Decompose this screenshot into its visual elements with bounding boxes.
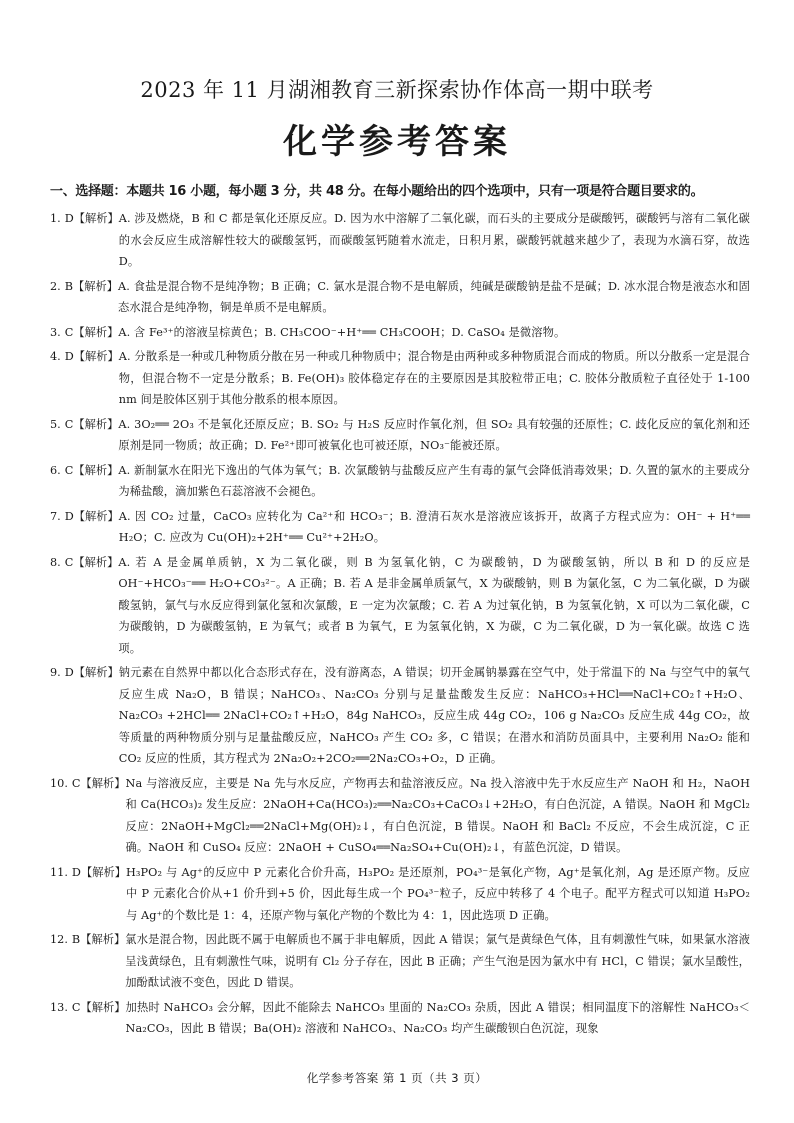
- analysis-text: A. 若 A 是金属单质钠，X 为二氧化碳，则 B 为氢氧化钠，C 为碳酸钠，D 为碳酸氢钠，所以 B 和 D 的反应是 OH⁻+HCO₃⁻══ H₂O+CO₃²⁻。A 正确；B. 若 A 是非金属单质氯气，X 为碳酸钠，则 B 为氯化氢，C 为二氧化碳，D 为碳酸氢钠，氯气与水反应得到氯化氢和次氯酸，E 一定为次氯酸；C. 若 A 为过氧化钠，B 为氢氧化钠，X 可以为二氧化碳，C 为碳酸钠，D 为碳酸氢钠，E 为氧气；或者 B 为氧气，E 为氢氧化钠，X 为碳，C 为二氧化碳，D 为一氧化碳。故选 C 选项。: [118, 555, 750, 655]
- correct-option: C: [64, 325, 74, 339]
- question-number: 12.: [50, 933, 68, 946]
- correct-option: D: [64, 350, 74, 363]
- question-number: 11.: [50, 865, 68, 879]
- answer-key: [50, 276, 118, 319]
- analysis-text: 氯水是混合物，因此既不属于电解质也不属于非电解质，因此 A 错误；氯气是黄绿色气体，且有刺激性气味，如果氯水溶液呈浅黄绿色，且有刺激性气味，说明有 Cl₂ 分子存在，因此 B 正确；产生气泡是因为氯水中有 HCl，C 错误；氯水呈酸性，加酚酞试液不变色，因此 D 错误。: [125, 933, 750, 989]
- answer-item: [50, 506, 750, 549]
- analysis-text: 钠元素在自然界中都以化合态形式存在，没有游离态，A 错误；切开金属钠暴露在空气中，处于常温下的 Na 与空气中的氧气反应生成 Na₂O，B 错误；NaHCO₃、Na₂CO₃ 分别与足量盐酸发生反应：NaHCO₃+HCl══NaCl+CO₂↑+H₂O、Na₂CO₃ +2HCl══ 2NaCl+CO₂↑+H₂O，84g NaHCO₃，反应生成 44g CO₂，106 g Na₂CO₃ 反应生成 44g CO₂，故等质量的两种物质分别与足量盐酸反应，NaHCO₃ 产生 CO₂ 多，C 错误；在潜水和消防员面具中，主要利用 Na₂O₂ 能和 CO₂ 反应的性质，其方程式为 2Na₂O₂+2CO₂══2Na₂CO₃+O₂，D 正确。: [118, 666, 750, 765]
- question-number: 1.: [50, 212, 61, 225]
- answer-key: [50, 208, 119, 273]
- analysis-tag: 【解析】: [80, 1000, 126, 1014]
- answer-key: [50, 506, 119, 549]
- section-heading: 一、选择题：本题共 16 小题，每小题 3 分，共 48 分。在每小题给出的四个选项中，只有一项是符合题目要求的。: [50, 184, 704, 199]
- answer-item: [50, 322, 750, 344]
- answer-item: [50, 414, 750, 457]
- answer-item: [50, 346, 750, 411]
- analysis-text: A. 食盐是混合物不是纯净物；B 正确；C. 氯水是混合物不是电解质，纯碱是碳酸钠是盐不是碱；D. 冰水混合物是液态水和固态水混合是纯净物，铜是单质不是电解质。: [118, 279, 750, 314]
- analysis-text: A. 新制氯水在阳光下逸出的气体为氧气；B. 次氯酸钠与盐酸反应产生有毒的氯气会降低消毒效果；D. 久置的氯水的主要成分为稀盐酸，滴加紫色石蕊溶液不会褪色。: [118, 463, 750, 498]
- page-title: 化学参考答案: [283, 122, 511, 162]
- correct-option: D: [64, 509, 74, 523]
- answer-key: [50, 773, 126, 859]
- analysis-tag: 【解析】: [73, 463, 119, 477]
- answer-list: [50, 208, 750, 1043]
- analysis-tag: 【解析】: [73, 350, 119, 363]
- answer-item: [50, 208, 750, 273]
- correct-option: C: [64, 555, 74, 569]
- correct-option: D: [64, 212, 74, 225]
- correct-option: D: [71, 865, 81, 879]
- answer-item: [50, 862, 750, 927]
- answer-item: [50, 552, 750, 660]
- answer-key: [50, 414, 118, 457]
- analysis-text: A. 涉及燃烧，B 和 C 都是氧化还原反应。D. 因为水中溶解了二氧化碳，而石头的主要成分是碳酸钙，碳酸钙与溶有二氧化碳的水会反应生成溶解性较大的碳酸氢钙，而碳酸氢钙随着水流走，日积月累，碳酸钙就越来越少了，表现为水滴石穿，故选 D。: [118, 212, 750, 268]
- answer-key: [50, 662, 119, 770]
- question-number: 3.: [50, 325, 61, 339]
- question-number: 10.: [50, 776, 68, 790]
- page-footer: 化学参考答案 第 1 页（共 3 页）: [306, 1071, 488, 1085]
- analysis-tag: 【解析】: [73, 279, 119, 293]
- correct-option: B: [64, 279, 74, 293]
- correct-option: C: [64, 417, 74, 431]
- analysis-tag: 【解析】: [73, 555, 119, 569]
- answer-key: [50, 929, 125, 994]
- analysis-tag: 【解析】: [73, 325, 119, 339]
- answer-key: [50, 997, 126, 1040]
- answer-item: [50, 276, 750, 319]
- analysis-text: A. 3O₂══ 2O₃ 不是氧化还原反应；B. SO₂ 与 H₂S 反应时作氧化剂，但 SO₂ 具有较强的还原性；C. 歧化反应的氧化剂和还原剂是同一物质；故正确；D. Fe²⁺即可被氧化也可被还原，NO₃⁻能被还原。: [118, 417, 750, 452]
- exam-title: 2023 年 11 月湖湘教育三新探索协作体高一期中联考: [140, 78, 654, 102]
- correct-option: C: [64, 463, 74, 477]
- analysis-tag: 【解析】: [73, 417, 119, 431]
- analysis-text: A. 分散系是一种或几种物质分散在另一种或几种物质中；混合物是由两种或多种物质混合而成的物质。所以分散系一定是混合物，但混合物不一定是分散系；B. Fe(OH)₃ 胶体稳定存在的主要原因是其胶粒带正电；C. 胶体分散质粒子直径处于 1-100 nm 间是胶体区别于其他分散系的根本原因。: [118, 350, 750, 406]
- answer-key: [50, 460, 118, 503]
- analysis-text: A. 含 Fe³⁺的溶液呈棕黄色；B. CH₃COO⁻+H⁺══ CH₃COOH；D. CaSO₄ 是微溶物。: [118, 325, 566, 339]
- question-number: 9.: [50, 666, 61, 679]
- analysis-tag: 【解析】: [73, 666, 119, 679]
- analysis-tag: 【解析】: [73, 509, 119, 523]
- analysis-tag: 【解析】: [80, 865, 126, 879]
- answer-key: [50, 346, 119, 411]
- correct-option: C: [71, 776, 81, 790]
- correct-option: D: [64, 666, 74, 679]
- answer-key: [50, 862, 126, 927]
- question-number: 8.: [50, 555, 61, 569]
- question-number: 5.: [50, 417, 61, 431]
- correct-option: C: [71, 1000, 81, 1014]
- answer-item: [50, 929, 750, 994]
- analysis-text: H₃PO₂ 与 Ag⁺的反应中 P 元素化合价升高，H₃PO₂ 是还原剂，PO₄³⁻是氧化产物，Ag⁺是氧化剂，Ag 是还原产物。反应中 P 元素化合价从+1 价升到+5 价，因此每生成一个 PO₄³⁻粒子，反应中转移了 4 个电子。配平方程式可以知道 H₃PO₂ 与 Ag⁺的个数比是 1：4，还原产物与氧化产物的个数比为 4：1，因此选项 D 正确。: [125, 865, 750, 922]
- analysis-tag: 【解析】: [80, 776, 126, 790]
- answer-key: [50, 322, 118, 344]
- analysis-tag: 【解析】: [73, 212, 119, 225]
- question-number: 2.: [50, 279, 61, 293]
- correct-option: B: [71, 933, 81, 946]
- analysis-text: 加热时 NaHCO₃ 会分解，因此不能除去 NaHCO₃ 里面的 Na₂CO₃ 杂质，因此 A 错误；相同温度下的溶解性 NaHCO₃＜Na₂CO₃，因此 B 错误；Ba(OH)₂ 溶液和 NaHCO₃、Na₂CO₃ 均产生碳酸钡白色沉淀，现象: [125, 1000, 750, 1035]
- question-number: 13.: [50, 1000, 68, 1014]
- answer-item: [50, 997, 750, 1040]
- analysis-text: Na 与溶液反应，主要是 Na 先与水反应，产物再去和盐溶液反应。Na 投入溶液中先于水反应生产 NaOH 和 H₂，NaOH 和 Ca(HCO₃)₂ 发生反应：2NaOH+Ca(HCO₃)₂══Na₂CO₃+CaCO₃↓+2H₂O，有白色沉淀，A 错误。NaOH 和 MgCl₂ 反应：2NaOH+MgCl₂══2NaCl+Mg(OH)₂↓，有白色沉淀，B 错误。NaOH 和 BaCl₂ 不反应，不会生成沉淀，C 正确。NaOH 和 CuSO₄ 反应：2NaOH + CuSO₄══Na₂SO₄+Cu(OH)₂↓，有蓝色沉淀，D 错误。: [125, 776, 750, 854]
- question-number: 6.: [50, 463, 61, 477]
- analysis-tag: 【解析】: [80, 933, 126, 946]
- answer-item: [50, 460, 750, 503]
- question-number: 4.: [50, 350, 61, 363]
- answer-key: [50, 552, 118, 660]
- question-number: 7.: [50, 509, 61, 523]
- analysis-text: A. 因 CO₂ 过量，CaCO₃ 应转化为 Ca²⁺和 HCO₃⁻；B. 澄清石灰水是溶液应该拆开，故离子方程式应为：OH⁻ + H⁺══ H₂O；C. 应改为 Cu(OH)₂+2H⁺══ Cu²⁺+2H₂O。: [118, 509, 750, 544]
- answer-item: [50, 662, 750, 770]
- answer-item: [50, 773, 750, 859]
